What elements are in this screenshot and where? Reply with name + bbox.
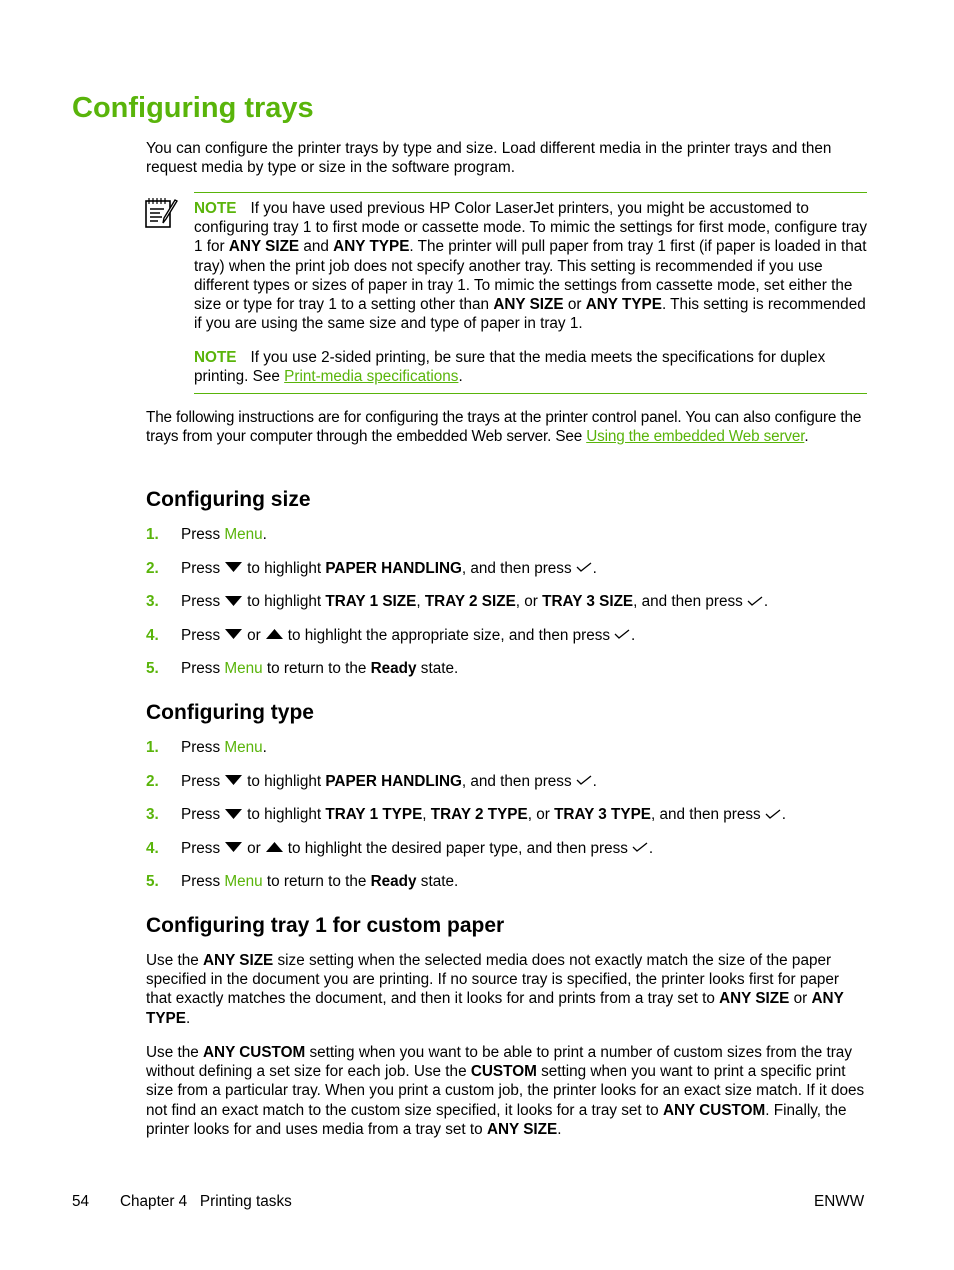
checkmark-icon: [632, 842, 648, 852]
list-item: 1. Press Menu.: [146, 739, 267, 756]
up-arrow-icon: [266, 841, 283, 853]
footer-chapter: Chapter 4 Printing tasks: [120, 1193, 292, 1210]
menu-button-label: Menu: [224, 739, 263, 756]
down-arrow-icon: [225, 774, 242, 786]
note-2: NOTE If you use 2-sided printing, be sure that the media meets the specifications for duplex printing. See Print-media specifications.: [194, 349, 826, 386]
list-item: 1. Press Menu.: [146, 526, 267, 543]
down-arrow-icon: [225, 841, 242, 853]
size-steps: [146, 525, 868, 693]
checkmark-icon: [576, 775, 592, 785]
configuring-custom-paper-heading: Configuring tray 1 for custom paper: [146, 914, 505, 937]
down-arrow-icon: [225, 628, 242, 640]
page-number: 54: [72, 1193, 90, 1210]
type-steps: [146, 738, 868, 906]
down-arrow-icon: [225, 595, 242, 607]
note-top-rule: [194, 192, 867, 193]
menu-button-label: Menu: [224, 526, 263, 543]
list-item: 2. Press to highlight PAPER HANDLING, and then press .: [146, 772, 597, 790]
any-custom-paragraph: Use the ANY CUSTOM setting when you want to be able to print a number of custom sizes from the tray without defining a set size for each job. Use the CUSTOM setting when you want to print a specific print size from a particular tray. When you print a custom job, the printer looks for an exact size match. If it does not find an exact match to the custom size specified, it looks for a tray set to ANY CUSTOM. Finally, the printer looks for and uses media from a tray set to ANY SIZE.: [146, 1044, 865, 1138]
menu-button-label: Menu: [224, 873, 263, 890]
list-item: 2. Press to highlight PAPER HANDLING, and then press .: [146, 559, 597, 577]
note-pad-pencil-icon: [144, 195, 180, 231]
note-2-label: NOTE: [194, 349, 237, 366]
print-media-specifications-link[interactable]: Print-media specifications: [284, 368, 459, 386]
note-1-label: NOTE: [194, 200, 237, 217]
checkmark-icon: [576, 562, 592, 572]
embedded-server-paragraph: The following instructions are for configuring the trays at the printer control panel. You can also configure the trays from your computer through the embedded Web server. See Using the embedded Web server.: [146, 409, 862, 446]
list-item: 3. Press to highlight TRAY 1 SIZE, TRAY 2 SIZE, or TRAY 3 SIZE, and then press .: [146, 593, 769, 610]
list-item: 4. Press or to highlight the desired paper type, and then press .: [146, 839, 654, 857]
list-item: 4. Press or to highlight the appropriate size, and then press .: [146, 626, 636, 644]
note-1: NOTE If you have used previous HP Color LaserJet printers, you might be accustomed to configuring tray 1 to first mode or cassette mode. To mimic the settings for first mode, configure tray 1 for ANY SIZE and ANY TYPE. The printer will pull paper from tray 1 first (if paper is loaded in that tray) when the print job does not specify another tray. This setting is recommended if you use different types or sizes of paper in tray 1. To mimic the settings from cassette mode, set either the size or type for tray 1 to a setting other than ANY SIZE or ANY TYPE. This setting is recommended if you are using the same size and type of paper in tray 1.: [194, 200, 868, 333]
checkmark-icon: [747, 596, 763, 606]
list-item: 5. Press Menu to return to the Ready state.: [146, 873, 459, 890]
any-size-paragraph: Use the ANY SIZE size setting when the selected media does not exactly match the size of the paper specified in the document you are printing. If no source tray is specified, the printer looks first for paper that exactly matches the document, and then it looks for and prints from a tray set to ANY SIZE or ANY TYPE.: [146, 952, 844, 1027]
checkmark-icon: [765, 809, 781, 819]
down-arrow-icon: [225, 561, 242, 573]
configuring-size-heading: Configuring size: [146, 488, 311, 511]
configuring-type-heading: Configuring type: [146, 701, 314, 724]
note-bottom-rule: [194, 393, 867, 394]
page-title: Configuring trays: [72, 92, 314, 124]
list-item: 5. Press Menu to return to the Ready state.: [146, 660, 459, 677]
intro-paragraph: You can configure the printer trays by type and size. Load different media in the printer trays and then request media by type or size in the software program.: [146, 140, 832, 177]
down-arrow-icon: [225, 808, 242, 820]
checkmark-icon: [614, 629, 630, 639]
footer-enww: ENWW: [814, 1193, 865, 1210]
list-item: 3. Press to highlight TRAY 1 TYPE, TRAY 2 TYPE, or TRAY 3 TYPE, and then press .: [146, 806, 786, 823]
embedded-web-server-link[interactable]: Using the embedded Web server: [586, 428, 805, 446]
menu-button-label: Menu: [224, 660, 263, 677]
up-arrow-icon: [266, 628, 283, 640]
